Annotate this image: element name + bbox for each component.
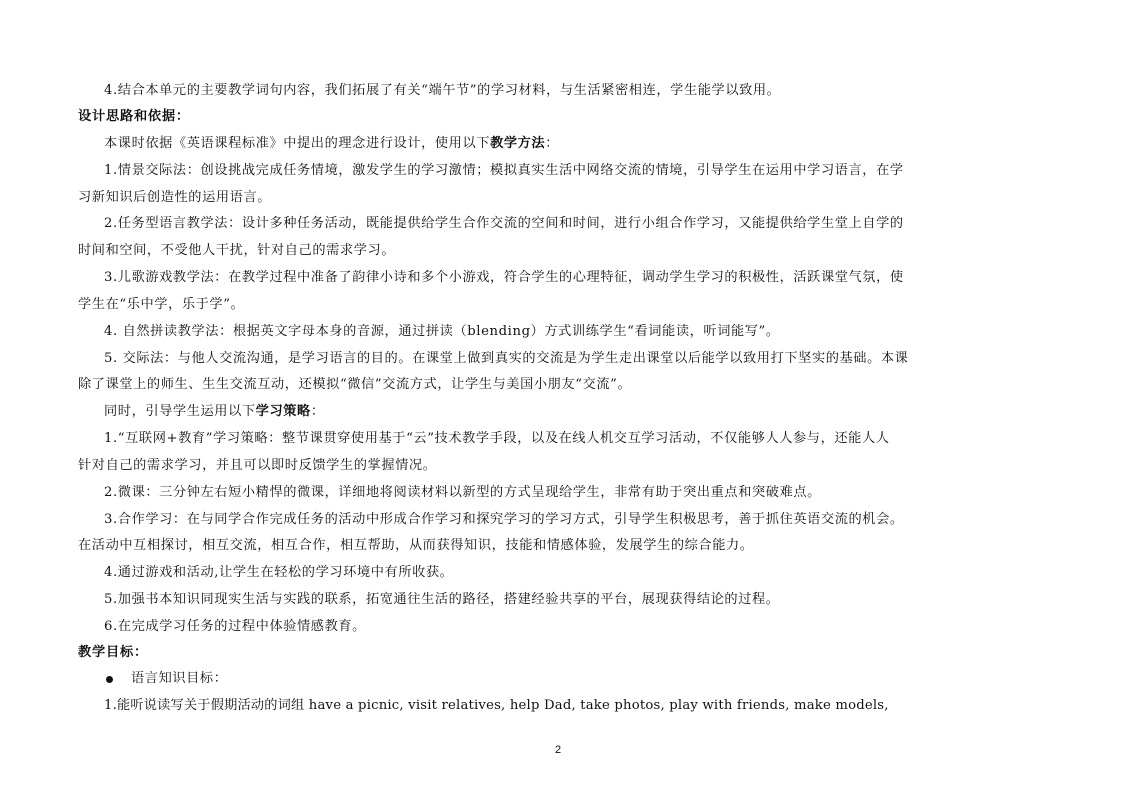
method-2-line-1: 2.任务型语言教学法：设计多种任务活动，既能提供给学生合作交流的空间和时间，进行小组合作学习，又能提供给学生堂上自学的	[104, 216, 904, 231]
method-3-line-2: 学生在“乐中学，乐于学”。	[78, 297, 245, 312]
method-3-line-1: 3.儿歌游戏教学法：在教学过程中准备了韵律小诗和多个小游戏，符合学生的心理特征，调动学生学习的积极性，活跃课堂气氛，使	[104, 270, 904, 285]
page-number: 2	[555, 744, 562, 756]
strategy-1-line-2: 针对自己的需求学习，并且可以即时反馈学生的掌握情况。	[78, 458, 437, 473]
strategy-1-line-1: 1.“互联网+教育”学习策略：整节课贯穿使用基于“云”技术教学手段，以及在线人机交互学习活动，不仅能够人人参与，还能人人	[104, 431, 890, 446]
strategy-3-line-1: 3.合作学习：在与同学合作完成任务的活动中形成合作学习和探究学习的学习方式，引导学生积极思考，善于抓住英语交流的机会。	[104, 512, 904, 527]
method-4-line-1: 4. 自然拼读教学法：根据英文字母本身的音源，通过拼读（blending）方式训练学生“看词能读，听词能写”。	[104, 324, 780, 339]
goals-heading: 教学目标：	[78, 645, 148, 660]
method-1-line-2: 习新知识后创造性的运用语言。	[78, 190, 272, 205]
design-intro-prefix: 本课时依据《英语课程标准》中提出的理念进行设计，使用以下	[104, 136, 491, 151]
design-intro-suffix: ：	[545, 136, 560, 151]
strategy-5-line-1: 5.加强书本知识同现实生活与实践的联系，拓宽通往生活的路径，搭建经验共享的平台，展现获得结论的过程。	[104, 592, 780, 607]
goals-bullet-label: 语言知识目标：	[131, 671, 228, 686]
design-heading: 设计思路和依据：	[78, 109, 190, 124]
strategy-6-line-1: 6.在完成学习任务的过程中体验情感教育。	[104, 619, 366, 634]
strategy-2-line-1: 2.微课：三分钟左右短小精悍的微课，详细地将阅读材料以新型的方式呈现给学生，非常有助于突出重点和突破难点。	[104, 485, 821, 500]
strategy-intro-prefix: 同时，引导学生运用以下	[104, 404, 256, 419]
strategy-intro-suffix: ：	[310, 404, 325, 419]
method-2-line-2: 时间和空间，不受他人干扰，针对自己的需求学习。	[78, 243, 396, 258]
strategy-intro	[104, 403, 325, 421]
goals-item-1: 1.能听说读写关于假期活动的词组 have a picnic, visit relatives, help Dad, take photos, play with friends, make models,	[104, 698, 889, 713]
method-1-line-1: 1.情景交际法：创设挑战完成任务情境，激发学生的学习激情；模拟真实生活中网络交流的情境，引导学生在运用中学习语言，在学	[104, 163, 904, 178]
method-5-line-1: 5. 交际法：与他人交流沟通，是学习语言的目的。在课堂上做到真实的交流是为学生走出课堂以后能学以致用打下坚实的基础。本课	[104, 351, 909, 366]
paragraph-4: 4.结合本单元的主要教学词句内容，我们拓展了有关“端午节”的学习材料，与生活紧密相连，学生能学以致用。	[104, 83, 781, 98]
method-5-line-2: 除了课堂上的师生、生生交流互动，还模拟“微信”交流方式，让学生与美国小朋友“交流”。	[78, 377, 632, 392]
design-intro-emphasis: 教学方法	[490, 136, 546, 151]
strategy-4-line-1: 4.通过游戏和活动,让学生在轻松的学习环境中有所收获。	[104, 565, 454, 580]
strategy-3-line-2: 在活动中互相探讨，相互交流，相互合作，相互帮助，从而获得知识，技能和情感体验，发展学生的综合能力。	[78, 538, 754, 553]
strategy-intro-emphasis: 学习策略	[255, 404, 311, 419]
bullet-dot	[106, 676, 113, 683]
design-intro	[104, 135, 559, 153]
